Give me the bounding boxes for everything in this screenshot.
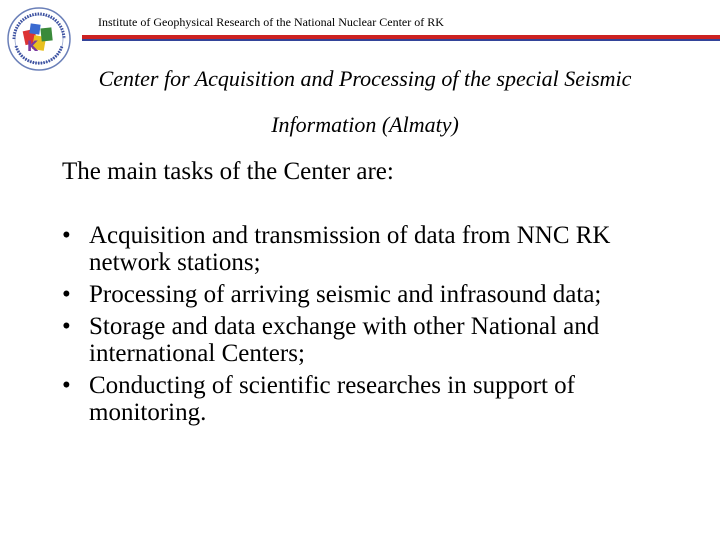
bullet-icon: •	[62, 313, 71, 340]
list-item	[60, 372, 670, 426]
task-text: Conducting of scientific researches in support of monitoring.	[89, 372, 575, 426]
header-rule-blue	[82, 39, 720, 41]
intro-text: The main tasks of the Center are:	[62, 158, 394, 185]
task-text: Processing of arriving seismic and infrasound data;	[89, 281, 602, 308]
header-title: Institute of Geophysical Research of the National Nuclear Center of RK	[98, 15, 444, 29]
subtitle-line-1: Center for Acquisition and Processing of the special Seismic	[98, 66, 632, 91]
list-item	[60, 281, 670, 308]
bullet-icon: •	[62, 372, 71, 399]
subtitle-line-2: Information (Almaty)	[271, 112, 459, 137]
list-item	[60, 313, 670, 367]
bullet-icon: •	[62, 281, 71, 308]
task-text: Storage and data exchange with other National and international Centers;	[89, 313, 600, 367]
list-item	[60, 222, 670, 276]
task-list	[60, 222, 670, 431]
bullet-icon: •	[62, 222, 71, 249]
slide-subtitle	[60, 56, 670, 148]
task-text: Acquisition and transmission of data from NNC RK network stations;	[89, 222, 611, 276]
svg-text:K: K	[27, 39, 38, 55]
